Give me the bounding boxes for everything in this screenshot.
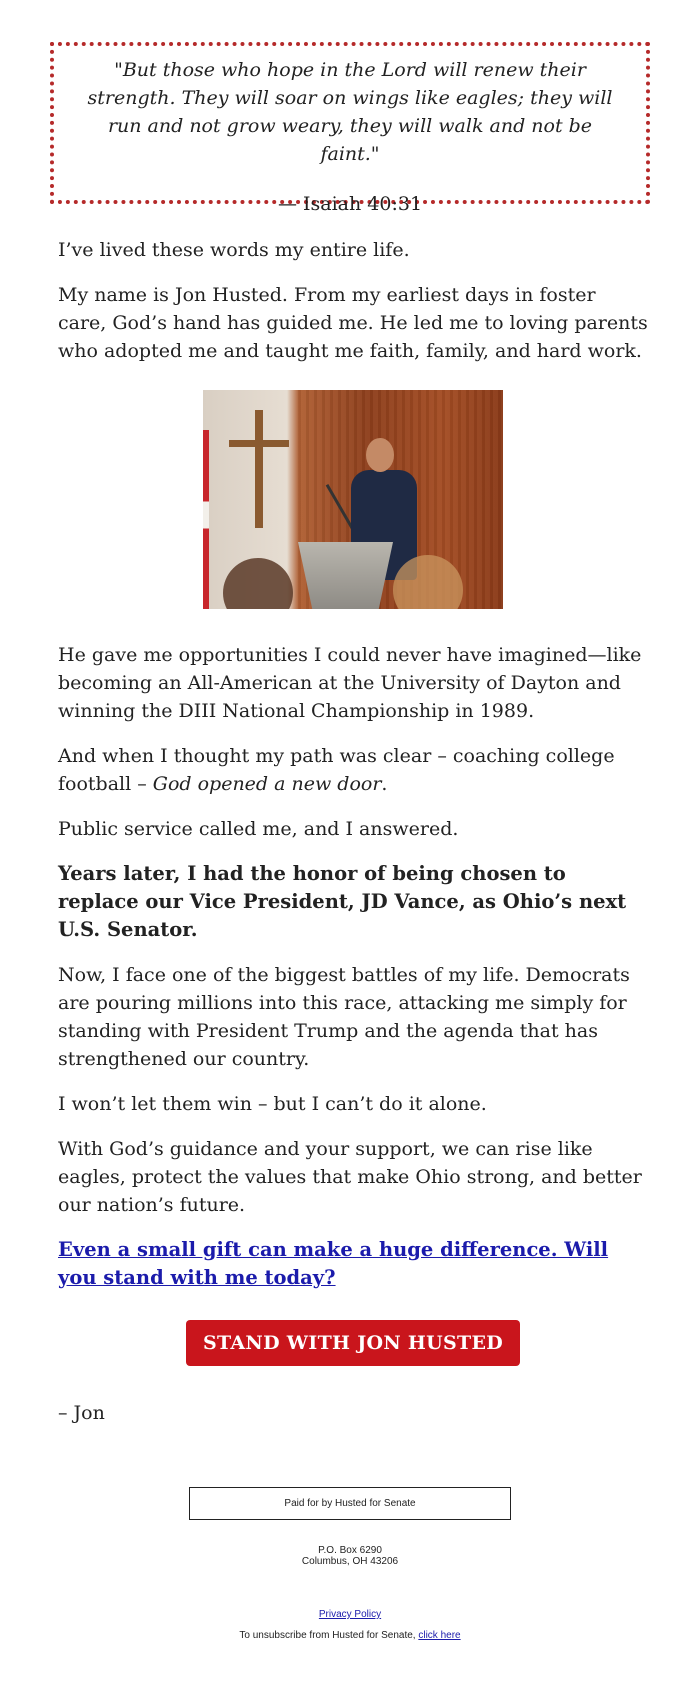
- podium-graphic: [298, 542, 393, 609]
- stand-with-jon-button[interactable]: STAND WITH JON HUSTED: [186, 1320, 520, 1366]
- paragraph-intro: I’ve lived these words my entire life.: [58, 239, 410, 261]
- cta-button-wrap: [58, 1320, 648, 1366]
- mailing-address: [0, 1545, 700, 1567]
- email-body: [58, 236, 648, 1427]
- flag-graphic: [203, 430, 209, 609]
- paragraph-cant-alone: I won’t let them win – but I can’t do it alone.: [58, 1093, 487, 1115]
- emphasis-new-door: God opened a new door: [152, 773, 382, 795]
- privacy-row: [0, 1609, 700, 1620]
- unsubscribe-text: To unsubscribe from Husted for Senate,: [239, 1630, 419, 1641]
- paragraph-senator-bold: Years later, I had the honor of being chosen to replace our Vice President, JD Vance, as Ohio’s next U.S. Senator.: [58, 862, 627, 941]
- paragraph-public-service: Public service called me, and I answered.: [58, 818, 459, 840]
- paragraph-eagles: With God’s guidance and your support, we can rise like eagles, protect the values that make Ohio strong, and better our nation’s future.: [58, 1138, 642, 1216]
- footer: [0, 1487, 700, 1641]
- hero-image-wrap: [58, 390, 648, 609]
- paragraph-new-door: And when I thought my path was clear – coaching college football – God opened a new door.: [58, 745, 615, 795]
- unsubscribe-row: [0, 1630, 700, 1641]
- scripture-citation: — Isaiah 40:31: [277, 193, 423, 215]
- cross-icon: [255, 410, 263, 528]
- paragraph-background: My name is Jon Husted. From my earliest days in foster care, God’s hand has guided me. He led me to loving parents who adopted me and taught me faith, family, and hard work.: [58, 284, 648, 362]
- unsubscribe-link[interactable]: click here: [418, 1630, 461, 1641]
- privacy-policy-link[interactable]: Privacy Policy: [318, 1609, 382, 1620]
- donate-text-link[interactable]: Even a small gift can make a huge difference. Will you stand with me today?: [58, 1238, 609, 1289]
- paid-for-disclaimer: Paid for by Husted for Senate: [189, 1487, 511, 1520]
- signoff: – Jon: [58, 1402, 105, 1424]
- scripture-quote: "But those who hope in the Lord will renew their strength. They will soar on wings like eagles; they will run and not grow weary, they will walk and not be faint.": [87, 59, 613, 165]
- hero-photo-speaker-at-podium: [203, 390, 503, 609]
- paragraph-battle: Now, I face one of the biggest battles of my life. Democrats are pouring millions into this race, attacking me simply for standing with President Trump and the agenda that has strengthened our country.: [58, 964, 630, 1070]
- address-line-2: Columbus, OH 43206: [301, 1556, 399, 1567]
- scripture-quote-box: [50, 42, 650, 215]
- paragraph-opportunities: He gave me opportunities I could never have imagined—like becoming an All-American at the University of Dayton and winning the DIII National Championship in 1989.: [58, 644, 642, 722]
- address-line-1: P.O. Box 6290: [318, 1545, 382, 1556]
